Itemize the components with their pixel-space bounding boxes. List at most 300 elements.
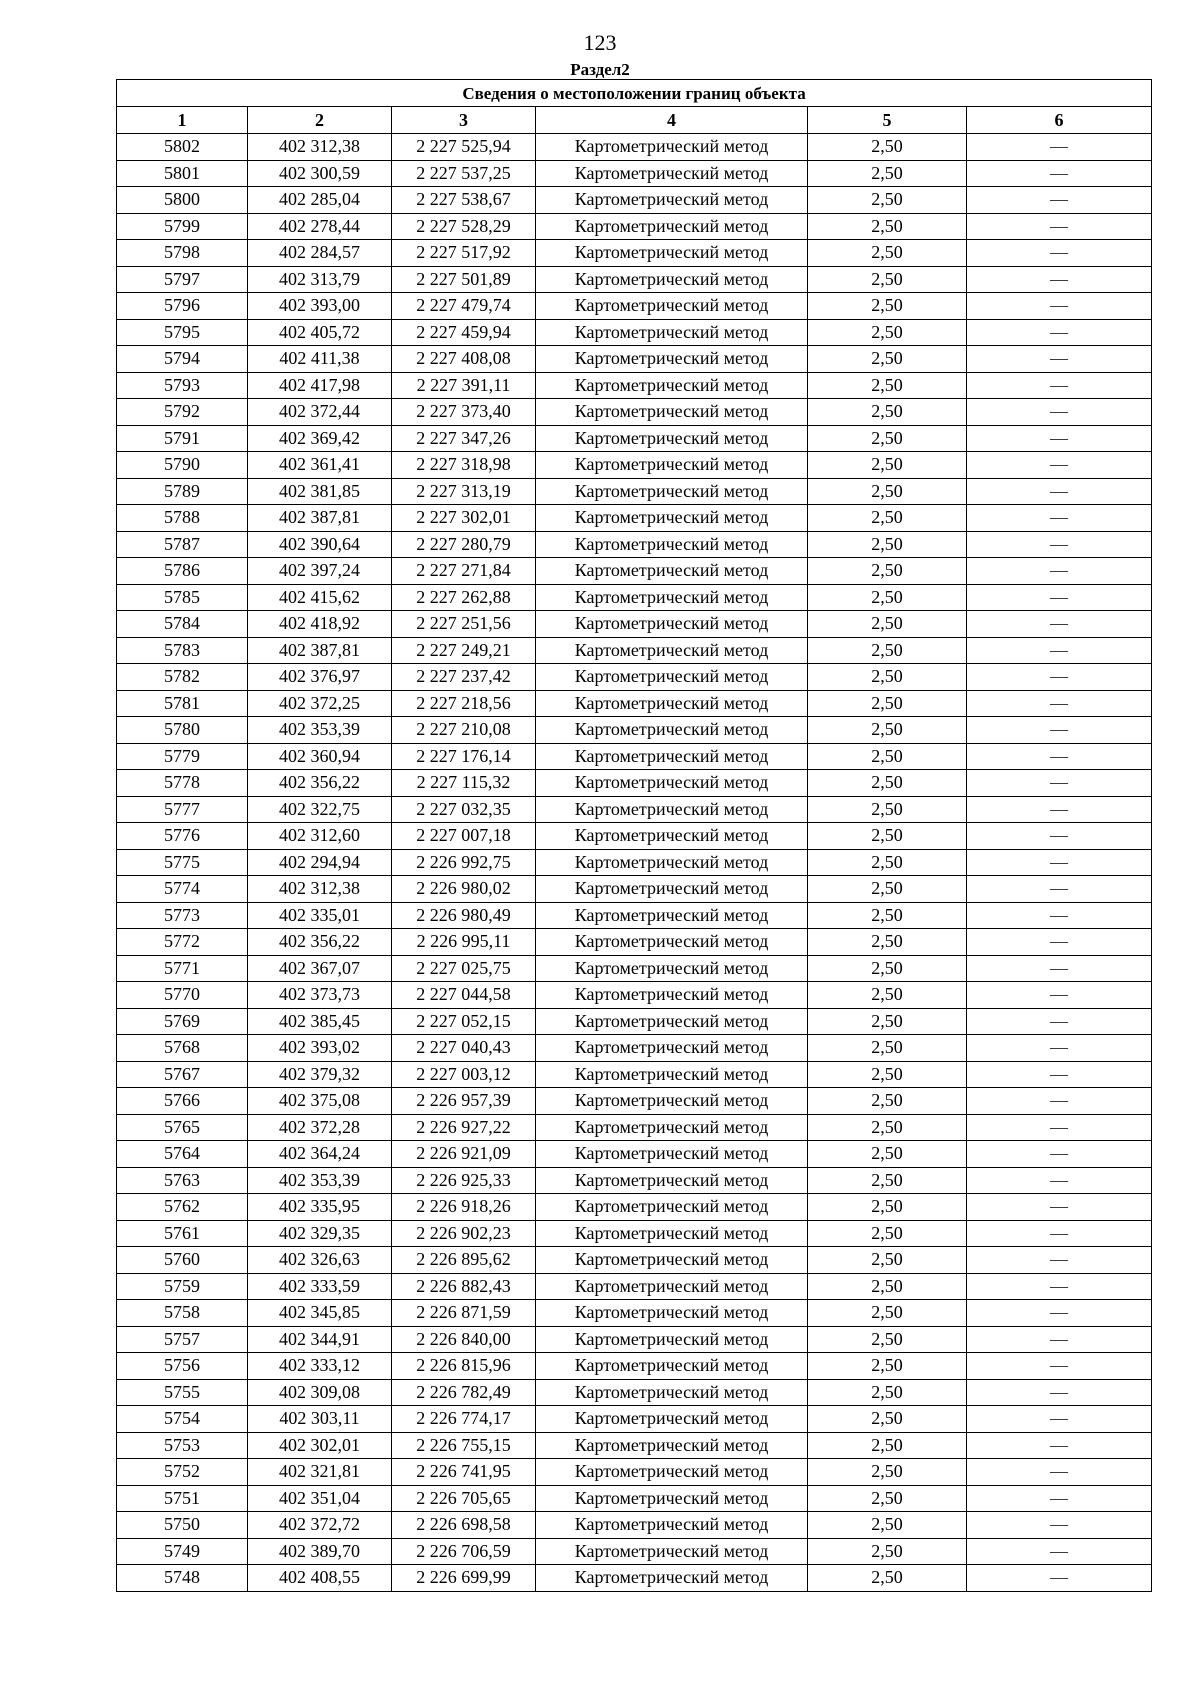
y-coordinate-cell: 2 227 271,84	[392, 558, 536, 585]
x-coordinate-cell: 402 418,92	[248, 611, 392, 638]
x-coordinate-cell: 402 372,72	[248, 1512, 392, 1539]
x-coordinate-cell: 402 379,32	[248, 1061, 392, 1088]
table-row	[117, 1512, 1152, 1539]
table-row	[117, 1353, 1152, 1380]
method-cell: Картометрический метод	[536, 584, 808, 611]
note-cell: —	[967, 929, 1152, 956]
point-number-cell: 5789	[117, 478, 248, 505]
method-cell: Картометрический метод	[536, 505, 808, 532]
note-cell: —	[967, 1538, 1152, 1565]
accuracy-cell: 2,50	[808, 876, 967, 903]
point-number-cell: 5796	[117, 293, 248, 320]
method-cell: Картометрический метод	[536, 1247, 808, 1274]
table-row	[117, 1141, 1152, 1168]
accuracy-cell: 2,50	[808, 346, 967, 373]
point-number-cell: 5781	[117, 690, 248, 717]
accuracy-cell: 2,50	[808, 955, 967, 982]
note-cell: —	[967, 1273, 1152, 1300]
table-row	[117, 319, 1152, 346]
point-number-cell: 5772	[117, 929, 248, 956]
table-row	[117, 187, 1152, 214]
point-number-cell: 5793	[117, 372, 248, 399]
method-cell: Картометрический метод	[536, 717, 808, 744]
table-row	[117, 425, 1152, 452]
table-row	[117, 637, 1152, 664]
method-cell: Картометрический метод	[536, 1485, 808, 1512]
x-coordinate-cell: 402 285,04	[248, 187, 392, 214]
accuracy-cell: 2,50	[808, 796, 967, 823]
accuracy-cell: 2,50	[808, 319, 967, 346]
point-number-cell: 5800	[117, 187, 248, 214]
table-row	[117, 213, 1152, 240]
note-cell: —	[967, 1008, 1152, 1035]
point-number-cell: 5797	[117, 266, 248, 293]
accuracy-cell: 2,50	[808, 1353, 967, 1380]
point-number-cell: 5779	[117, 743, 248, 770]
x-coordinate-cell: 402 364,24	[248, 1141, 392, 1168]
method-cell: Картометрический метод	[536, 743, 808, 770]
x-coordinate-cell: 402 373,73	[248, 982, 392, 1009]
note-cell: —	[967, 611, 1152, 638]
x-coordinate-cell: 402 284,57	[248, 240, 392, 267]
x-coordinate-cell: 402 387,81	[248, 505, 392, 532]
table-row	[117, 1167, 1152, 1194]
method-cell: Картометрический метод	[536, 1300, 808, 1327]
table-row	[117, 1379, 1152, 1406]
y-coordinate-cell: 2 226 741,95	[392, 1459, 536, 1486]
y-coordinate-cell: 2 227 044,58	[392, 982, 536, 1009]
point-number-cell: 5754	[117, 1406, 248, 1433]
y-coordinate-cell: 2 226 705,65	[392, 1485, 536, 1512]
method-cell: Картометрический метод	[536, 531, 808, 558]
method-cell: Картометрический метод	[536, 266, 808, 293]
method-cell: Картометрический метод	[536, 955, 808, 982]
note-cell: —	[967, 1512, 1152, 1539]
note-cell: —	[967, 982, 1152, 1009]
note-cell: —	[967, 213, 1152, 240]
point-number-cell: 5753	[117, 1432, 248, 1459]
point-number-cell: 5757	[117, 1326, 248, 1353]
x-coordinate-cell: 402 361,41	[248, 452, 392, 479]
y-coordinate-cell: 2 227 318,98	[392, 452, 536, 479]
x-coordinate-cell: 402 353,39	[248, 717, 392, 744]
y-coordinate-cell: 2 226 957,39	[392, 1088, 536, 1115]
point-number-cell: 5783	[117, 637, 248, 664]
accuracy-cell: 2,50	[808, 531, 967, 558]
x-coordinate-cell: 402 356,22	[248, 929, 392, 956]
method-cell: Картометрический метод	[536, 346, 808, 373]
x-coordinate-cell: 402 300,59	[248, 160, 392, 187]
table-row	[117, 664, 1152, 691]
table-row	[117, 955, 1152, 982]
accuracy-cell: 2,50	[808, 160, 967, 187]
page-number: 123	[583, 30, 617, 55]
method-cell: Картометрический метод	[536, 1432, 808, 1459]
y-coordinate-cell: 2 227 176,14	[392, 743, 536, 770]
accuracy-cell: 2,50	[808, 1326, 967, 1353]
method-cell: Картометрический метод	[536, 1565, 808, 1592]
method-cell: Картометрический метод	[536, 213, 808, 240]
x-coordinate-cell: 402 372,25	[248, 690, 392, 717]
method-cell: Картометрический метод	[536, 558, 808, 585]
table-row	[117, 293, 1152, 320]
y-coordinate-cell: 2 227 040,43	[392, 1035, 536, 1062]
accuracy-cell: 2,50	[808, 584, 967, 611]
note-cell: —	[967, 1432, 1152, 1459]
y-coordinate-cell: 2 226 918,26	[392, 1194, 536, 1221]
note-cell: —	[967, 823, 1152, 850]
method-cell: Картометрический метод	[536, 187, 808, 214]
point-number-cell: 5788	[117, 505, 248, 532]
x-coordinate-cell: 402 381,85	[248, 478, 392, 505]
accuracy-cell: 2,50	[808, 1114, 967, 1141]
x-coordinate-cell: 402 376,97	[248, 664, 392, 691]
accuracy-cell: 2,50	[808, 452, 967, 479]
point-number-cell: 5758	[117, 1300, 248, 1327]
method-cell: Картометрический метод	[536, 611, 808, 638]
table-row	[117, 717, 1152, 744]
point-number-cell: 5769	[117, 1008, 248, 1035]
table-row	[117, 558, 1152, 585]
point-number-cell: 5764	[117, 1141, 248, 1168]
note-cell: —	[967, 664, 1152, 691]
point-number-cell: 5774	[117, 876, 248, 903]
note-cell: —	[967, 1247, 1152, 1274]
accuracy-cell: 2,50	[808, 240, 967, 267]
accuracy-cell: 2,50	[808, 611, 967, 638]
point-number-cell: 5786	[117, 558, 248, 585]
note-cell: —	[967, 505, 1152, 532]
accuracy-cell: 2,50	[808, 1406, 967, 1433]
method-cell: Картометрический метод	[536, 372, 808, 399]
method-cell: Картометрический метод	[536, 849, 808, 876]
x-coordinate-cell: 402 312,38	[248, 134, 392, 161]
y-coordinate-cell: 2 226 992,75	[392, 849, 536, 876]
y-coordinate-cell: 2 227 525,94	[392, 134, 536, 161]
accuracy-cell: 2,50	[808, 1141, 967, 1168]
method-cell: Картометрический метод	[536, 1008, 808, 1035]
table-caption: Сведения о местоположении границ объекта	[117, 80, 1152, 107]
y-coordinate-cell: 2 227 280,79	[392, 531, 536, 558]
method-cell: Картометрический метод	[536, 929, 808, 956]
point-number-cell: 5780	[117, 717, 248, 744]
point-number-cell: 5761	[117, 1220, 248, 1247]
note-cell: —	[967, 399, 1152, 426]
y-coordinate-cell: 2 226 895,62	[392, 1247, 536, 1274]
accuracy-cell: 2,50	[808, 558, 967, 585]
method-cell: Картометрический метод	[536, 1088, 808, 1115]
y-coordinate-cell: 2 227 007,18	[392, 823, 536, 850]
table-row	[117, 1114, 1152, 1141]
note-cell: —	[967, 902, 1152, 929]
method-cell: Картометрический метод	[536, 425, 808, 452]
accuracy-cell: 2,50	[808, 187, 967, 214]
table-row	[117, 266, 1152, 293]
point-number-cell: 5798	[117, 240, 248, 267]
table-row	[117, 240, 1152, 267]
table-row	[117, 1194, 1152, 1221]
note-cell: —	[967, 849, 1152, 876]
accuracy-cell: 2,50	[808, 478, 967, 505]
note-cell: —	[967, 160, 1152, 187]
accuracy-cell: 2,50	[808, 213, 967, 240]
table-row	[117, 505, 1152, 532]
y-coordinate-cell: 2 227 115,32	[392, 770, 536, 797]
table-row	[117, 982, 1152, 1009]
note-cell: —	[967, 293, 1152, 320]
y-coordinate-cell: 2 227 032,35	[392, 796, 536, 823]
note-cell: —	[967, 1141, 1152, 1168]
column-header: 4	[536, 107, 808, 134]
x-coordinate-cell: 402 278,44	[248, 213, 392, 240]
x-coordinate-cell: 402 375,08	[248, 1088, 392, 1115]
point-number-cell: 5751	[117, 1485, 248, 1512]
y-coordinate-cell: 2 226 815,96	[392, 1353, 536, 1380]
note-cell: —	[967, 266, 1152, 293]
y-coordinate-cell: 2 226 921,09	[392, 1141, 536, 1168]
x-coordinate-cell: 402 312,60	[248, 823, 392, 850]
x-coordinate-cell: 402 302,01	[248, 1432, 392, 1459]
point-number-cell: 5762	[117, 1194, 248, 1221]
note-cell: —	[967, 1061, 1152, 1088]
x-coordinate-cell: 402 313,79	[248, 266, 392, 293]
y-coordinate-cell: 2 227 538,67	[392, 187, 536, 214]
note-cell: —	[967, 1088, 1152, 1115]
point-number-cell: 5791	[117, 425, 248, 452]
note-cell: —	[967, 1406, 1152, 1433]
x-coordinate-cell: 402 303,11	[248, 1406, 392, 1433]
method-cell: Картометрический метод	[536, 1538, 808, 1565]
point-number-cell: 5799	[117, 213, 248, 240]
x-coordinate-cell: 402 385,45	[248, 1008, 392, 1035]
accuracy-cell: 2,50	[808, 1220, 967, 1247]
table-row	[117, 1326, 1152, 1353]
table-row	[117, 584, 1152, 611]
table-row	[117, 770, 1152, 797]
column-header: 2	[248, 107, 392, 134]
point-number-cell: 5752	[117, 1459, 248, 1486]
note-cell: —	[967, 637, 1152, 664]
column-header: 5	[808, 107, 967, 134]
table-row	[117, 1300, 1152, 1327]
table-row	[117, 796, 1152, 823]
note-cell: —	[967, 1114, 1152, 1141]
accuracy-cell: 2,50	[808, 743, 967, 770]
note-cell: —	[967, 1194, 1152, 1221]
point-number-cell: 5765	[117, 1114, 248, 1141]
method-cell: Картометрический метод	[536, 823, 808, 850]
note-cell: —	[967, 1300, 1152, 1327]
method-cell: Картометрический метод	[536, 319, 808, 346]
method-cell: Картометрический метод	[536, 1167, 808, 1194]
x-coordinate-cell: 402 333,59	[248, 1273, 392, 1300]
y-coordinate-cell: 2 226 980,49	[392, 902, 536, 929]
accuracy-cell: 2,50	[808, 1088, 967, 1115]
point-number-cell: 5790	[117, 452, 248, 479]
accuracy-cell: 2,50	[808, 1432, 967, 1459]
y-coordinate-cell: 2 227 479,74	[392, 293, 536, 320]
method-cell: Картометрический метод	[536, 160, 808, 187]
table-row	[117, 1035, 1152, 1062]
table-row	[117, 690, 1152, 717]
point-number-cell: 5801	[117, 160, 248, 187]
table-row	[117, 1220, 1152, 1247]
point-number-cell: 5792	[117, 399, 248, 426]
x-coordinate-cell: 402 417,98	[248, 372, 392, 399]
x-coordinate-cell: 402 390,64	[248, 531, 392, 558]
x-coordinate-cell: 402 294,94	[248, 849, 392, 876]
method-cell: Картометрический метод	[536, 1353, 808, 1380]
table-row	[117, 823, 1152, 850]
method-cell: Картометрический метод	[536, 293, 808, 320]
point-number-cell: 5750	[117, 1512, 248, 1539]
point-number-cell: 5770	[117, 982, 248, 1009]
y-coordinate-cell: 2 227 373,40	[392, 399, 536, 426]
accuracy-cell: 2,50	[808, 982, 967, 1009]
x-coordinate-cell: 402 369,42	[248, 425, 392, 452]
y-coordinate-cell: 2 227 025,75	[392, 955, 536, 982]
x-coordinate-cell: 402 345,85	[248, 1300, 392, 1327]
x-coordinate-cell: 402 322,75	[248, 796, 392, 823]
y-coordinate-cell: 2 226 871,59	[392, 1300, 536, 1327]
accuracy-cell: 2,50	[808, 849, 967, 876]
note-cell: —	[967, 717, 1152, 744]
method-cell: Картометрический метод	[536, 1512, 808, 1539]
table-row	[117, 1459, 1152, 1486]
accuracy-cell: 2,50	[808, 1061, 967, 1088]
note-cell: —	[967, 584, 1152, 611]
note-cell: —	[967, 319, 1152, 346]
note-cell: —	[967, 558, 1152, 585]
method-cell: Картометрический метод	[536, 1220, 808, 1247]
accuracy-cell: 2,50	[808, 1035, 967, 1062]
method-cell: Картометрический метод	[536, 1379, 808, 1406]
note-cell: —	[967, 452, 1152, 479]
point-number-cell: 5760	[117, 1247, 248, 1274]
y-coordinate-cell: 2 226 755,15	[392, 1432, 536, 1459]
accuracy-cell: 2,50	[808, 1538, 967, 1565]
note-cell: —	[967, 1167, 1152, 1194]
table-row	[117, 1538, 1152, 1565]
x-coordinate-cell: 402 351,04	[248, 1485, 392, 1512]
note-cell: —	[967, 240, 1152, 267]
method-cell: Картометрический метод	[536, 452, 808, 479]
method-cell: Картометрический метод	[536, 770, 808, 797]
y-coordinate-cell: 2 226 925,33	[392, 1167, 536, 1194]
table-row	[117, 346, 1152, 373]
table-row	[117, 1061, 1152, 1088]
table-row	[117, 929, 1152, 956]
table-row	[117, 160, 1152, 187]
point-number-cell: 5768	[117, 1035, 248, 1062]
point-number-cell: 5784	[117, 611, 248, 638]
note-cell: —	[967, 1379, 1152, 1406]
note-cell: —	[967, 796, 1152, 823]
accuracy-cell: 2,50	[808, 664, 967, 691]
column-header: 6	[967, 107, 1152, 134]
x-coordinate-cell: 402 353,39	[248, 1167, 392, 1194]
x-coordinate-cell: 402 389,70	[248, 1538, 392, 1565]
y-coordinate-cell: 2 227 391,11	[392, 372, 536, 399]
method-cell: Картометрический метод	[536, 690, 808, 717]
table-row	[117, 1273, 1152, 1300]
accuracy-cell: 2,50	[808, 902, 967, 929]
accuracy-cell: 2,50	[808, 823, 967, 850]
x-coordinate-cell: 402 415,62	[248, 584, 392, 611]
note-cell: —	[967, 187, 1152, 214]
x-coordinate-cell: 402 344,91	[248, 1326, 392, 1353]
x-coordinate-cell: 402 397,24	[248, 558, 392, 585]
accuracy-cell: 2,50	[808, 1273, 967, 1300]
note-cell: —	[967, 372, 1152, 399]
accuracy-cell: 2,50	[808, 505, 967, 532]
y-coordinate-cell: 2 227 237,42	[392, 664, 536, 691]
point-number-cell: 5763	[117, 1167, 248, 1194]
table-row	[117, 611, 1152, 638]
column-header: 3	[392, 107, 536, 134]
boundary-coordinates-table	[116, 79, 1152, 1592]
table-row	[117, 399, 1152, 426]
point-number-cell: 5782	[117, 664, 248, 691]
x-coordinate-cell: 402 309,08	[248, 1379, 392, 1406]
x-coordinate-cell: 402 367,07	[248, 955, 392, 982]
note-cell: —	[967, 770, 1152, 797]
y-coordinate-cell: 2 227 251,56	[392, 611, 536, 638]
accuracy-cell: 2,50	[808, 1008, 967, 1035]
x-coordinate-cell: 402 335,95	[248, 1194, 392, 1221]
table-row	[117, 1432, 1152, 1459]
note-cell: —	[967, 478, 1152, 505]
y-coordinate-cell: 2 227 459,94	[392, 319, 536, 346]
x-coordinate-cell: 402 393,02	[248, 1035, 392, 1062]
table-row	[117, 876, 1152, 903]
accuracy-cell: 2,50	[808, 266, 967, 293]
point-number-cell: 5773	[117, 902, 248, 929]
table-body	[117, 134, 1152, 1592]
accuracy-cell: 2,50	[808, 134, 967, 161]
table-row	[117, 902, 1152, 929]
method-cell: Картометрический метод	[536, 478, 808, 505]
point-number-cell: 5787	[117, 531, 248, 558]
point-number-cell: 5795	[117, 319, 248, 346]
y-coordinate-cell: 2 226 882,43	[392, 1273, 536, 1300]
note-cell: —	[967, 876, 1152, 903]
method-cell: Картометрический метод	[536, 1141, 808, 1168]
point-number-cell: 5802	[117, 134, 248, 161]
table-row	[117, 1485, 1152, 1512]
y-coordinate-cell: 2 226 840,00	[392, 1326, 536, 1353]
column-header: 1	[117, 107, 248, 134]
note-cell: —	[967, 425, 1152, 452]
point-number-cell: 5759	[117, 1273, 248, 1300]
y-coordinate-cell: 2 226 774,17	[392, 1406, 536, 1433]
accuracy-cell: 2,50	[808, 293, 967, 320]
note-cell: —	[967, 1459, 1152, 1486]
method-cell: Картометрический метод	[536, 1459, 808, 1486]
x-coordinate-cell: 402 333,12	[248, 1353, 392, 1380]
accuracy-cell: 2,50	[808, 690, 967, 717]
accuracy-cell: 2,50	[808, 929, 967, 956]
method-cell: Картометрический метод	[536, 1035, 808, 1062]
table-row	[117, 849, 1152, 876]
method-cell: Картометрический метод	[536, 134, 808, 161]
table-row	[117, 1088, 1152, 1115]
y-coordinate-cell: 2 226 927,22	[392, 1114, 536, 1141]
point-number-cell: 5766	[117, 1088, 248, 1115]
accuracy-cell: 2,50	[808, 1194, 967, 1221]
accuracy-cell: 2,50	[808, 1300, 967, 1327]
y-coordinate-cell: 2 226 902,23	[392, 1220, 536, 1247]
